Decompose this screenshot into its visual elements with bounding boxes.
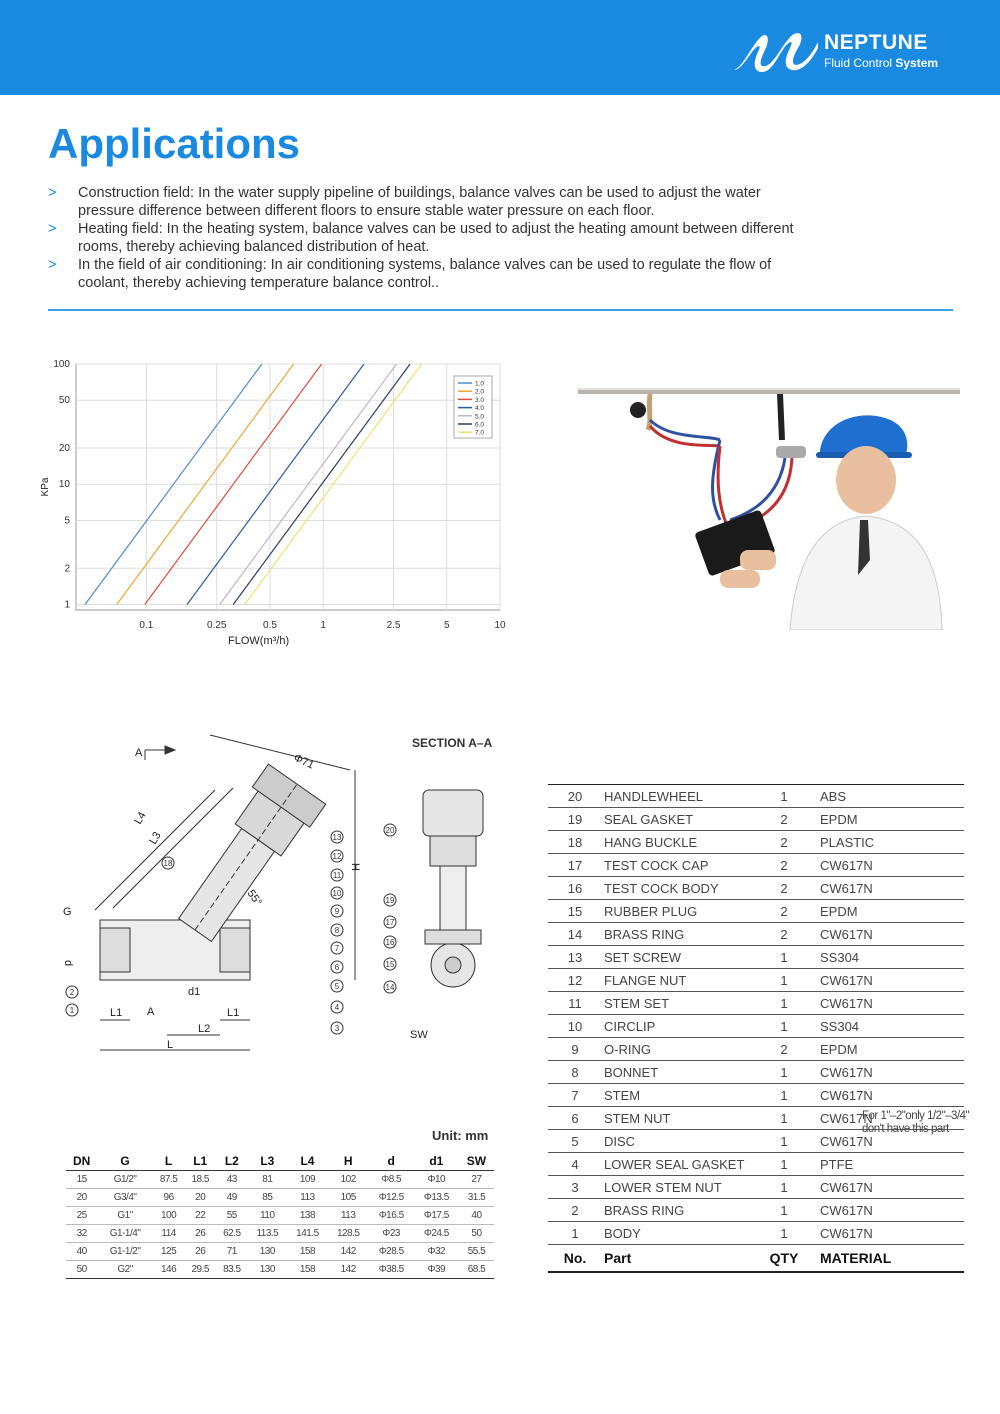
table-cell: CW617N <box>814 1107 964 1130</box>
table-cell: 12 <box>548 969 602 992</box>
table-cell: 25 <box>66 1207 97 1225</box>
column-header: L2 <box>216 1152 248 1171</box>
table-cell: 15 <box>66 1171 97 1189</box>
column-header: No. <box>548 1245 602 1273</box>
table-cell: Φ8.5 <box>369 1171 414 1189</box>
table-cell: G3/4" <box>97 1189 152 1207</box>
table-cell: HANDLEWHEEL <box>602 785 754 808</box>
table-cell: FLANGE NUT <box>602 969 754 992</box>
svg-text:16: 16 <box>385 938 395 947</box>
table-cell: 17 <box>548 854 602 877</box>
table-cell: 18.5 <box>184 1171 216 1189</box>
table-cell: BODY <box>602 1222 754 1245</box>
dim-sw: SW <box>410 1029 428 1041</box>
engineer-measuring-photo <box>570 380 965 630</box>
column-header: H <box>328 1152 369 1171</box>
table-cell: CW617N <box>814 1199 964 1222</box>
header-bar <box>0 0 1000 95</box>
table-cell: 32 <box>66 1225 97 1243</box>
table-cell: 3 <box>548 1176 602 1199</box>
svg-text:A: A <box>147 1006 155 1018</box>
table-cell: 20 <box>184 1189 216 1207</box>
table-cell: 2 <box>754 900 814 923</box>
table-cell: Φ13.5 <box>414 1189 459 1207</box>
column-header: SW <box>459 1152 494 1171</box>
valve-drawing <box>55 730 505 1060</box>
x-tick-label: 2.5 <box>386 620 401 631</box>
y-tick-label: 1 <box>64 599 70 611</box>
section-divider <box>48 309 953 311</box>
column-header: L3 <box>248 1152 287 1171</box>
table-cell: 125 <box>153 1243 185 1261</box>
table-cell: CW617N <box>814 877 964 900</box>
table-cell: EPDM <box>814 1038 964 1061</box>
table-cell: BRASS RING <box>602 923 754 946</box>
table-cell: 19 <box>548 808 602 831</box>
column-header: DN <box>66 1152 97 1171</box>
table-cell: STEM <box>602 1084 754 1107</box>
table-cell: CW617N <box>814 1130 964 1153</box>
table-row <box>548 1222 964 1245</box>
table-cell: 55.5 <box>459 1243 494 1261</box>
svg-text:9: 9 <box>334 907 340 916</box>
section-title: SECTION A–A <box>412 736 493 750</box>
table-cell: Φ38.5 <box>369 1261 414 1279</box>
svg-text:15: 15 <box>385 960 395 969</box>
svg-text:13: 13 <box>332 833 342 842</box>
y-tick-label: 2 <box>64 563 70 575</box>
svg-text:20: 20 <box>385 826 395 835</box>
x-axis-label: FLOW(m³/h) <box>228 635 290 647</box>
table-cell: 43 <box>216 1171 248 1189</box>
table-cell: 158 <box>287 1261 328 1279</box>
table-row <box>548 877 964 900</box>
face <box>836 446 896 514</box>
table-cell: 142 <box>328 1261 369 1279</box>
table-cell: 2 <box>754 854 814 877</box>
table-cell: 71 <box>216 1243 248 1261</box>
dim-l1-right: L1 <box>227 1007 240 1019</box>
table-row <box>548 1153 964 1176</box>
column-header: MATERIAL <box>814 1245 964 1273</box>
table-cell: G1" <box>97 1207 152 1225</box>
svg-text:19: 19 <box>385 896 395 905</box>
dim-d: d <box>62 960 74 967</box>
table-row <box>548 1199 964 1222</box>
table-row <box>548 808 964 831</box>
table-cell: 27 <box>459 1171 494 1189</box>
x-tick-label: 1 <box>320 620 326 631</box>
table-cell: 114 <box>153 1225 185 1243</box>
table-cell: HANG BUCKLE <box>602 831 754 854</box>
table-cell: SEAL GASKET <box>602 808 754 831</box>
table-cell: 1 <box>754 1107 814 1130</box>
dim-l2: L2 <box>198 1023 211 1035</box>
table-cell: 113.5 <box>248 1225 287 1243</box>
svg-text:8: 8 <box>334 926 340 935</box>
table-cell: 1 <box>754 969 814 992</box>
table-cell: BONNET <box>602 1061 754 1084</box>
svg-text:10: 10 <box>332 889 342 898</box>
table-cell: CW617N <box>814 923 964 946</box>
table-cell: 130 <box>248 1261 287 1279</box>
table-cell: 85 <box>248 1189 287 1207</box>
table-cell: 113 <box>328 1207 369 1225</box>
table-cell: 113 <box>287 1189 328 1207</box>
table-cell: 14 <box>548 923 602 946</box>
table-cell: Φ17.5 <box>414 1207 459 1225</box>
table-row <box>548 1015 964 1038</box>
table-row <box>66 1189 494 1207</box>
table-cell: 1 <box>754 946 814 969</box>
dim-phi71: Φ71 <box>291 751 316 772</box>
table-row <box>548 1176 964 1199</box>
table-cell: G1-1/2" <box>97 1243 152 1261</box>
unit-label: Unit: mm <box>432 1128 489 1143</box>
table-row <box>66 1207 494 1225</box>
table-cell: 5 <box>548 1130 602 1153</box>
y-tick-label: 10 <box>58 479 70 491</box>
list-item: > In the field of air conditioning: In air conditioning systems, balance valves can be used to regulate the flow of coolant, thereby achieving temperature balance control.. <box>48 257 772 291</box>
dimensions-table <box>66 1152 494 1279</box>
legend-label: 3.0 <box>475 396 485 404</box>
table-cell: RUBBER PLUG <box>602 900 754 923</box>
svg-text:6: 6 <box>334 963 340 972</box>
table-cell: 2 <box>754 1038 814 1061</box>
svg-text:11: 11 <box>332 871 342 880</box>
table-cell: Φ16.5 <box>369 1207 414 1225</box>
table-row <box>548 992 964 1015</box>
table-cell: 40 <box>459 1207 494 1225</box>
y-tick-label: 20 <box>58 443 70 455</box>
table-row <box>548 1038 964 1061</box>
table-cell: Φ12.5 <box>369 1189 414 1207</box>
legend-label: 4.0 <box>475 405 485 413</box>
dim-l1-left: L1 <box>110 1007 123 1019</box>
column-header: d <box>369 1152 414 1171</box>
svg-text:1: 1 <box>69 1006 75 1015</box>
dim-l: L <box>167 1039 174 1051</box>
legend-label: 2.0 <box>475 388 485 396</box>
column-header: G <box>97 1152 152 1171</box>
table-cell: 20 <box>548 785 602 808</box>
table-cell: 146 <box>153 1261 185 1279</box>
table-row <box>548 1084 964 1107</box>
table-cell: 100 <box>153 1207 185 1225</box>
y-axis-label: KPa <box>40 477 51 497</box>
table-cell: 49 <box>216 1189 248 1207</box>
svg-text:4: 4 <box>334 1003 340 1012</box>
table-cell: 31.5 <box>459 1189 494 1207</box>
neptune-logo-icon <box>732 26 820 76</box>
table-cell: STEM SET <box>602 992 754 1015</box>
table-cell: 1 <box>754 992 814 1015</box>
legend-label: 1.0 <box>475 380 485 388</box>
table-cell: CW617N <box>814 1084 964 1107</box>
table-cell: 2 <box>754 831 814 854</box>
x-tick-label: 0.25 <box>206 620 227 631</box>
table-cell: 110 <box>248 1207 287 1225</box>
table-cell: 2 <box>548 1199 602 1222</box>
table-cell: SET SCREW <box>602 946 754 969</box>
table-cell: 40 <box>66 1243 97 1261</box>
legend-label: 7.0 <box>475 429 485 437</box>
table-cell: 87.5 <box>153 1171 185 1189</box>
table-row <box>548 854 964 877</box>
table-row <box>548 785 964 808</box>
parts-table <box>548 784 964 1273</box>
table-cell: CW617N <box>814 969 964 992</box>
table-cell: 138 <box>287 1207 328 1225</box>
table-cell: CW617N <box>814 1176 964 1199</box>
dim-l3: L3 <box>147 829 164 847</box>
svg-text:14: 14 <box>385 983 395 992</box>
table-cell: 1 <box>548 1222 602 1245</box>
column-header: Part <box>602 1245 754 1273</box>
table-cell: 26 <box>184 1243 216 1261</box>
table-cell: 1 <box>754 1222 814 1245</box>
table-cell: 1 <box>754 1153 814 1176</box>
table-cell: CW617N <box>814 1061 964 1084</box>
table-cell: Φ23 <box>369 1225 414 1243</box>
page-title: Applications <box>48 120 301 167</box>
x-tick-label: 0.5 <box>263 620 277 631</box>
table-cell: 96 <box>153 1189 185 1207</box>
table-cell: 26 <box>184 1225 216 1243</box>
table-row <box>548 900 964 923</box>
table-cell: 8 <box>548 1061 602 1084</box>
svg-text:2: 2 <box>69 988 75 997</box>
x-tick-label: 10 <box>494 620 506 631</box>
table-cell: 22 <box>184 1207 216 1225</box>
table-cell: 1 <box>754 1130 814 1153</box>
table-cell: 6 <box>548 1107 602 1130</box>
y-tick-label: 100 <box>53 359 70 370</box>
table-cell: 15 <box>548 900 602 923</box>
table-cell: SS304 <box>814 946 964 969</box>
table-cell: 1 <box>754 1061 814 1084</box>
table-cell: 11 <box>548 992 602 1015</box>
table-cell: 102 <box>328 1171 369 1189</box>
table-cell: 130 <box>248 1243 287 1261</box>
table-cell: 68.5 <box>459 1261 494 1279</box>
table-cell: 2 <box>754 923 814 946</box>
table-cell: PLASTIC <box>814 831 964 854</box>
table-cell: 1 <box>754 785 814 808</box>
dim-l4: L4 <box>132 809 149 827</box>
section-marker-a: A <box>135 747 143 759</box>
table-cell: 1 <box>754 1176 814 1199</box>
table-cell: 7 <box>548 1084 602 1107</box>
table-cell: 1 <box>754 1199 814 1222</box>
table-cell: EPDM <box>814 808 964 831</box>
dim-d1: d1 <box>188 986 201 998</box>
table-cell: ABS <box>814 785 964 808</box>
table-cell: 1 <box>754 1015 814 1038</box>
legend-label: 5.0 <box>475 413 485 421</box>
table-row <box>66 1261 494 1279</box>
table-cell: 20 <box>66 1189 97 1207</box>
flow-pressure-chart <box>36 352 516 652</box>
svg-text:7: 7 <box>334 944 340 953</box>
table-cell: Φ28.5 <box>369 1243 414 1261</box>
part-note: For 1"–2"only 1/2"–3/4" don't have this part <box>862 1110 970 1135</box>
svg-text:18: 18 <box>163 859 173 868</box>
table-cell: 10 <box>548 1015 602 1038</box>
table-cell: Φ39 <box>414 1261 459 1279</box>
column-header: d1 <box>414 1152 459 1171</box>
table-cell: CW617N <box>814 992 964 1015</box>
table-cell: Φ10 <box>414 1171 459 1189</box>
y-tick-label: 5 <box>64 515 70 527</box>
table-row <box>548 923 964 946</box>
table-cell: CW617N <box>814 854 964 877</box>
table-cell: CW617N <box>814 1222 964 1245</box>
table-row <box>66 1171 494 1189</box>
table-cell: 50 <box>66 1261 97 1279</box>
bullet-arrow-icon: > <box>48 185 57 201</box>
table-cell: O-RING <box>602 1038 754 1061</box>
table-cell: 50 <box>459 1225 494 1243</box>
table-cell: 2 <box>754 808 814 831</box>
table-row <box>548 969 964 992</box>
table-cell: TEST COCK CAP <box>602 854 754 877</box>
table-cell: G1/2" <box>97 1171 152 1189</box>
table-cell: CIRCLIP <box>602 1015 754 1038</box>
table-row <box>548 946 964 969</box>
dim-g: G <box>63 906 72 918</box>
column-header: L4 <box>287 1152 328 1171</box>
svg-text:3: 3 <box>334 1024 340 1033</box>
table-cell: 29.5 <box>184 1261 216 1279</box>
table-cell: G1-1/4" <box>97 1225 152 1243</box>
table-cell: 9 <box>548 1038 602 1061</box>
bullet-arrow-icon: > <box>48 257 57 273</box>
column-header: L1 <box>184 1152 216 1171</box>
table-header-row <box>548 1245 964 1273</box>
table-row <box>548 1061 964 1084</box>
legend-label: 6.0 <box>475 421 485 429</box>
table-cell: 141.5 <box>287 1225 328 1243</box>
list-item: > Construction field: In the water supply pipeline of buildings, balance valves can be used to adjust the water pressure difference between different floors to ensure stable water pressure on each floor. <box>48 185 761 219</box>
table-cell: EPDM <box>814 900 964 923</box>
table-cell: 1 <box>754 1084 814 1107</box>
table-cell: 62.5 <box>216 1225 248 1243</box>
table-cell: 109 <box>287 1171 328 1189</box>
brand-subtitle: Fluid Control System <box>824 56 939 70</box>
applications-list <box>48 184 808 292</box>
svg-text:12: 12 <box>332 852 342 861</box>
table-cell: G2" <box>97 1261 152 1279</box>
table-cell: 105 <box>328 1189 369 1207</box>
table-cell: BRASS RING <box>602 1199 754 1222</box>
table-cell: 142 <box>328 1243 369 1261</box>
table-row <box>66 1225 494 1243</box>
brand-name: NEPTUNE <box>824 31 928 54</box>
table-cell: STEM NUT <box>602 1107 754 1130</box>
table-cell: SS304 <box>814 1015 964 1038</box>
table-cell: TEST COCK BODY <box>602 877 754 900</box>
column-header: QTY <box>754 1245 814 1273</box>
table-cell: Φ24.5 <box>414 1225 459 1243</box>
table-row <box>66 1243 494 1261</box>
table-cell: 83.5 <box>216 1261 248 1279</box>
table-cell: 18 <box>548 831 602 854</box>
table-cell: Φ32 <box>414 1243 459 1261</box>
x-tick-label: 0.1 <box>139 620 154 631</box>
list-item: > Heating field: In the heating system, balance valves can be used to adjust the heating amount between different rooms, thereby achieving balanced distribution of heat. <box>48 221 794 255</box>
table-cell: LOWER SEAL GASKET <box>602 1153 754 1176</box>
table-cell: 55 <box>216 1207 248 1225</box>
table-cell: 81 <box>248 1171 287 1189</box>
column-header: L <box>153 1152 185 1171</box>
svg-text:5: 5 <box>334 982 340 991</box>
table-cell: PTFE <box>814 1153 964 1176</box>
table-cell: 158 <box>287 1243 328 1261</box>
table-cell: 16 <box>548 877 602 900</box>
table-cell: LOWER STEM NUT <box>602 1176 754 1199</box>
bullet-arrow-icon: > <box>48 221 57 237</box>
angle-label: 55° <box>244 887 264 909</box>
table-cell: 128.5 <box>328 1225 369 1243</box>
svg-text:17: 17 <box>385 918 395 927</box>
table-cell: 13 <box>548 946 602 969</box>
y-tick-label: 50 <box>58 395 70 407</box>
dim-h: H <box>349 863 361 871</box>
table-cell: 2 <box>754 877 814 900</box>
table-cell: 4 <box>548 1153 602 1176</box>
table-row <box>548 831 964 854</box>
x-tick-label: 5 <box>443 620 450 631</box>
table-cell: DISC <box>602 1130 754 1153</box>
